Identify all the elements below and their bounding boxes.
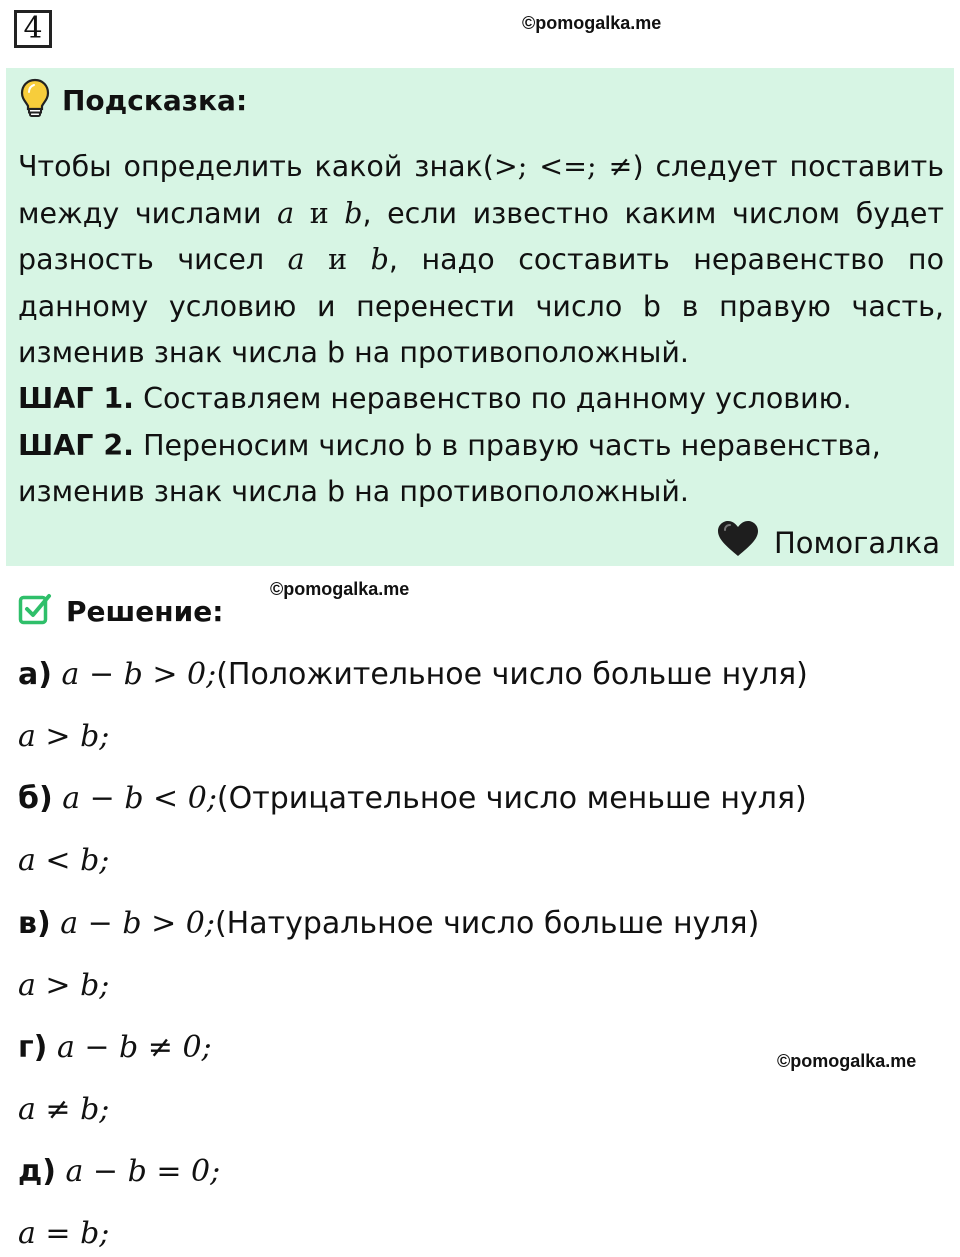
solution-header bbox=[18, 592, 223, 630]
solution-line-g-result: a ≠ b; bbox=[18, 1092, 110, 1127]
task-number-box: 4 bbox=[14, 10, 52, 48]
hint-steps bbox=[18, 376, 944, 516]
hint-panel bbox=[6, 68, 954, 566]
hint-text: Чтобы определить какой знак(>; <=; ≠) следует поставить между числами a и b, если известно каким числом будет разность чисел a и b, надо составить неравенство по данному условию и перенести число b в правую часть, изменив знак числа b на противоположный. bbox=[18, 150, 945, 369]
solution-line-b: б) a − b < 0;(Отрицательное число меньше нуля) bbox=[18, 781, 807, 816]
solution-line-a: а) a − b > 0;(Положительное число больше нуля) bbox=[18, 657, 808, 692]
heart-icon bbox=[716, 520, 760, 565]
hint-signature bbox=[716, 520, 940, 565]
hint-step-1: ШАГ 1. Составляем неравенство по данному условию. bbox=[18, 382, 852, 415]
solution-line-b-result: a < b; bbox=[18, 843, 110, 878]
watermark-middle: ©pomogalka.me bbox=[270, 579, 410, 599]
solution-line-g: г) a − b ≠ 0; bbox=[18, 1030, 212, 1065]
watermark-top: ©pomogalka.me bbox=[522, 13, 662, 33]
watermark-bottom: ©pomogalka.me bbox=[777, 1051, 917, 1071]
solution-line-a-result: a > b; bbox=[18, 719, 110, 754]
hint-signs: >; <=; ≠ bbox=[493, 150, 633, 183]
checkbox-check-icon bbox=[18, 592, 52, 630]
solution-line-d-result: a = b; bbox=[18, 1216, 110, 1251]
hint-step-2: ШАГ 2. Переносим число b в правую часть неравенства, изменив знак числа b на противоположный. bbox=[18, 428, 881, 508]
hint-title: Подсказка: bbox=[62, 83, 248, 117]
hint-header bbox=[20, 80, 247, 120]
solution-line-v-result: a > b; bbox=[18, 968, 110, 1003]
solution-line-v: в) a − b > 0;(Натуральное число больше нуля) bbox=[18, 906, 760, 941]
solution-line-d: д) a − b = 0; bbox=[18, 1154, 221, 1189]
signature-text: Помогалка bbox=[774, 525, 940, 560]
lightbulb-icon bbox=[20, 78, 50, 122]
solution-title: Решение: bbox=[66, 594, 224, 628]
